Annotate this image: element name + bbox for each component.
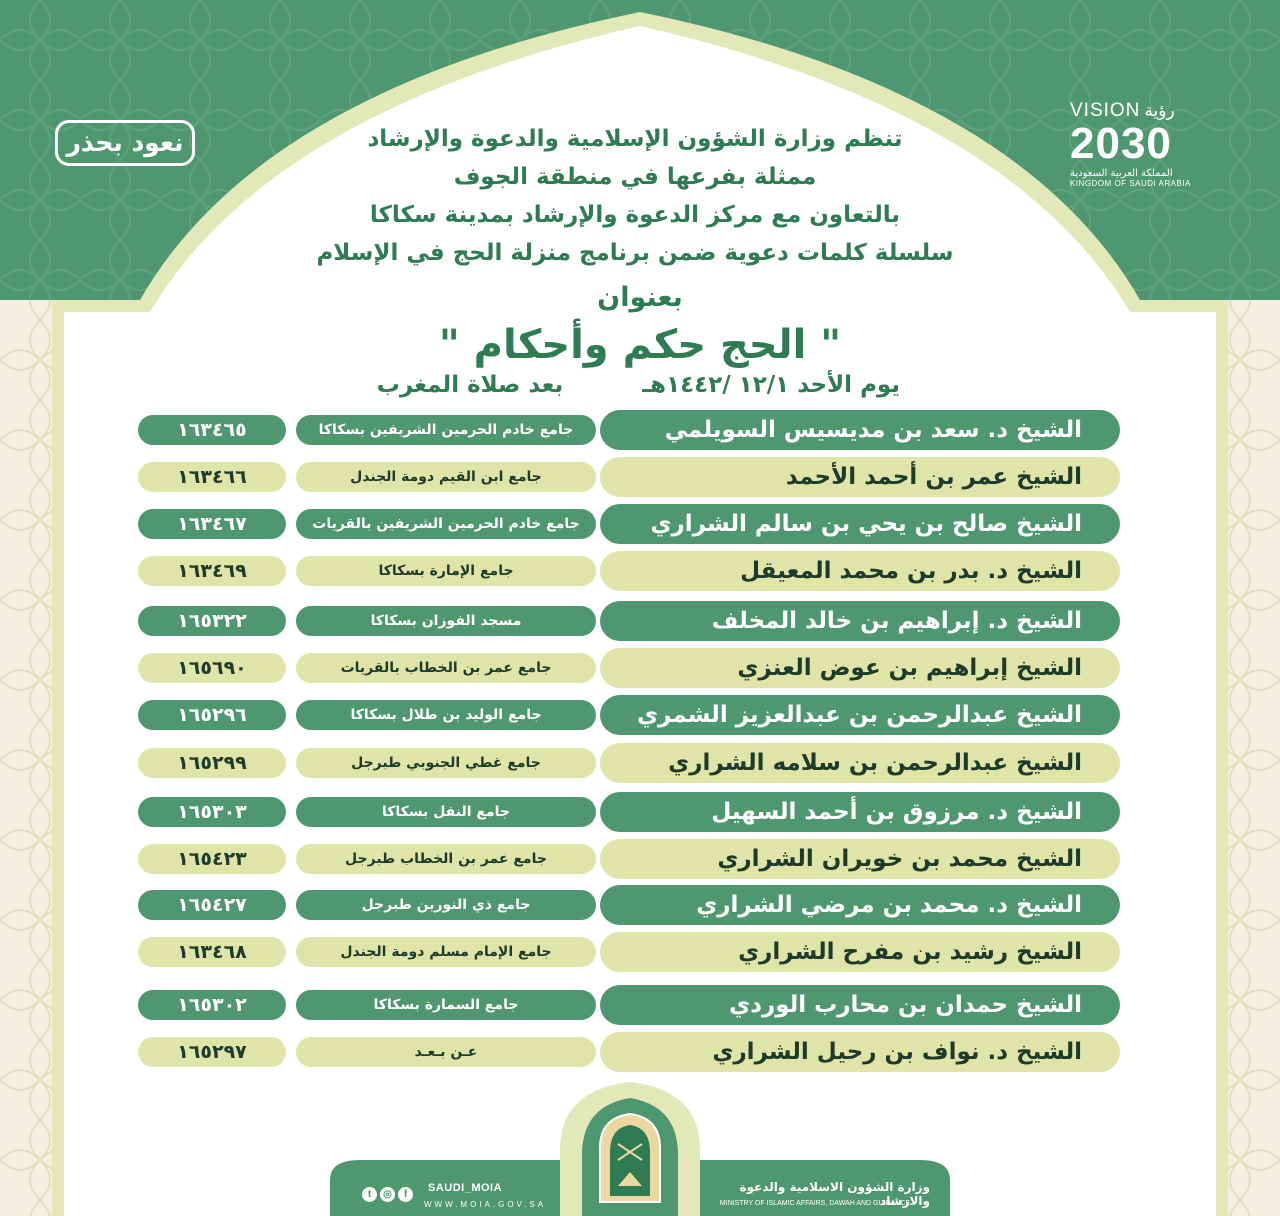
campaign-logo: نعود بحذر bbox=[55, 120, 195, 166]
speaker-name: الشيخ إبراهيم بن عوض العنزي bbox=[600, 648, 1120, 688]
ministry-emblem-icon bbox=[600, 1114, 660, 1202]
intro-line-1: تنظم وزارة الشؤون الإسلامية والدعوة والإرشاد bbox=[367, 126, 903, 152]
speaker-name: الشيخ عمر بن أحمد الأحمد bbox=[600, 457, 1120, 497]
speaker-row bbox=[0, 457, 1280, 501]
speaker-name: الشيخ عبدالرحمن بن عبدالعزيز الشمري bbox=[600, 695, 1120, 735]
website-link[interactable]: WWW.MOIA.GOV.SA bbox=[424, 1200, 547, 1209]
vision-arabic: رؤية bbox=[1144, 101, 1175, 121]
mosque-name: جامع خادم الحرمين الشريفين بالقريات bbox=[296, 509, 596, 539]
social-icons bbox=[362, 1182, 422, 1202]
intro-line-3: بالتعاون مع مركز الدعوة والإرشاد بمدينة سكاكا bbox=[369, 202, 901, 228]
mosque-name: جامع الإمارة بسكاكا bbox=[296, 556, 596, 586]
ministry-name-ar: وزارة الشؤون الاسلامية والدعوة والارشاد bbox=[739, 1180, 930, 1208]
speaker-row bbox=[0, 885, 1280, 929]
speaker-name: الشيخ د. سعد بن مديسيس السويلمي bbox=[600, 410, 1120, 450]
session-code: ١٦٣٤٦٥ bbox=[138, 415, 286, 445]
speaker-row bbox=[0, 792, 1280, 836]
speaker-row bbox=[0, 410, 1280, 454]
speaker-name: الشيخ عبدالرحمن بن سلامه الشراري bbox=[600, 743, 1120, 783]
speaker-name: الشيخ د. نواف بن رحيل الشراري bbox=[600, 1032, 1120, 1072]
mosque-name: جامع الوليد بن طلال بسكاكا bbox=[296, 700, 596, 730]
session-code: ١٦٥٣٢٢ bbox=[138, 606, 286, 636]
vision-2030-logo bbox=[1070, 100, 1220, 188]
speaker-row bbox=[0, 648, 1280, 692]
instagram-icon[interactable]: ◎ bbox=[380, 1187, 395, 1202]
session-code: ١٦٥٤٢٧ bbox=[138, 890, 286, 920]
speaker-name: الشيخ د. بدر بن محمد المعيقل bbox=[600, 551, 1120, 591]
mosque-name: جامع غطي الجنوبي طبرجل bbox=[296, 748, 596, 778]
speaker-row bbox=[0, 551, 1280, 595]
intro-line-2: ممثلة بفرعها في منطقة الجوف bbox=[453, 164, 817, 190]
facebook-icon[interactable]: f bbox=[398, 1187, 413, 1202]
intro-line-4: سلسلة كلمات دعوية ضمن برنامج منزلة الحج في الإسلام bbox=[316, 240, 954, 266]
session-code: ١٦٥٣٠٣ bbox=[138, 797, 286, 827]
mosque-name: جامع خادم الحرمين الشريفين بسكاكا bbox=[296, 415, 596, 445]
social-handle[interactable]: SAUDI_MOIA bbox=[428, 1182, 503, 1194]
mosque-name: عـن بـعـد bbox=[296, 1037, 596, 1067]
session-code: ١٦٣٤٦٨ bbox=[138, 937, 286, 967]
event-title: " الحج حكم وأحكام " bbox=[438, 322, 842, 368]
speaker-row bbox=[0, 1032, 1280, 1076]
mosque-name: جامع عمر بن الخطاب بالقريات bbox=[296, 653, 596, 683]
speaker-name: الشيخ محمد بن خويران الشراري bbox=[600, 839, 1120, 879]
mosque-name: جامع السمارة بسكاكا bbox=[296, 990, 596, 1020]
speaker-row bbox=[0, 601, 1280, 645]
session-code: ١٦٣٤٦٧ bbox=[138, 509, 286, 539]
speaker-name: الشيخ د. محمد بن مرضي الشراري bbox=[600, 885, 1120, 925]
mosque-name: جامع النفل بسكاكا bbox=[296, 797, 596, 827]
mosque-name: مسجد الفوزان بسكاكا bbox=[296, 606, 596, 636]
mosque-name: جامع ابن القيم دومة الجندل bbox=[296, 462, 596, 492]
event-time: بعد صلاة المغرب bbox=[376, 372, 564, 398]
speaker-row bbox=[0, 985, 1280, 1029]
speaker-row bbox=[0, 743, 1280, 787]
session-code: ١٦٥٢٩٦ bbox=[138, 700, 286, 730]
speaker-name: الشيخ د. مرزوق بن أحمد السهيل bbox=[600, 792, 1120, 832]
session-code: ١٦٥٦٩٠ bbox=[138, 653, 286, 683]
mosque-name: جامع الإمام مسلم دومة الجندل bbox=[296, 937, 596, 967]
twitter-icon[interactable]: t bbox=[362, 1187, 377, 1202]
session-code: ١٦٥٢٩٩ bbox=[138, 748, 286, 778]
event-date: يوم الأحد ١٢/١ /١٤٤٢هـ bbox=[642, 372, 900, 398]
vision-kingdom-en: KINGDOM OF SAUDI ARABIA bbox=[1070, 179, 1191, 188]
session-code: ١٦٥٣٠٢ bbox=[138, 990, 286, 1020]
session-code: ١٦٥٤٢٣ bbox=[138, 844, 286, 874]
speaker-row bbox=[0, 504, 1280, 548]
speaker-name: الشيخ صالح بن يحي بن سالم الشراري bbox=[600, 504, 1120, 544]
speaker-row bbox=[0, 839, 1280, 883]
vision-year: 2030 bbox=[1070, 119, 1172, 168]
vision-kingdom-ar: المملكة العربية السعودية bbox=[1070, 168, 1173, 179]
speaker-name: الشيخ د. إبراهيم بن خالد المخلف bbox=[600, 601, 1120, 641]
speaker-name: الشيخ رشيد بن مفرح الشراري bbox=[600, 932, 1120, 972]
speaker-row bbox=[0, 932, 1280, 976]
session-code: ١٦٣٤٦٦ bbox=[138, 462, 286, 492]
intro-block bbox=[300, 120, 970, 272]
event-label: بعنوان bbox=[597, 282, 683, 313]
speaker-row bbox=[0, 695, 1280, 739]
mosque-name: جامع ذي النورين طبرجل bbox=[296, 890, 596, 920]
speaker-name: الشيخ حمدان بن محارب الوردي bbox=[600, 985, 1120, 1025]
session-code: ١٦٣٤٦٩ bbox=[138, 556, 286, 586]
mosque-name: جامع عمر بن الخطاب طبرجل bbox=[296, 844, 596, 874]
session-code: ١٦٥٢٩٧ bbox=[138, 1037, 286, 1067]
ministry-name-en: MINISTRY OF ISLAMIC AFFAIRS, DAWAH AND GUIDANCE bbox=[719, 1200, 910, 1207]
vision-latin: VISION bbox=[1070, 100, 1141, 121]
